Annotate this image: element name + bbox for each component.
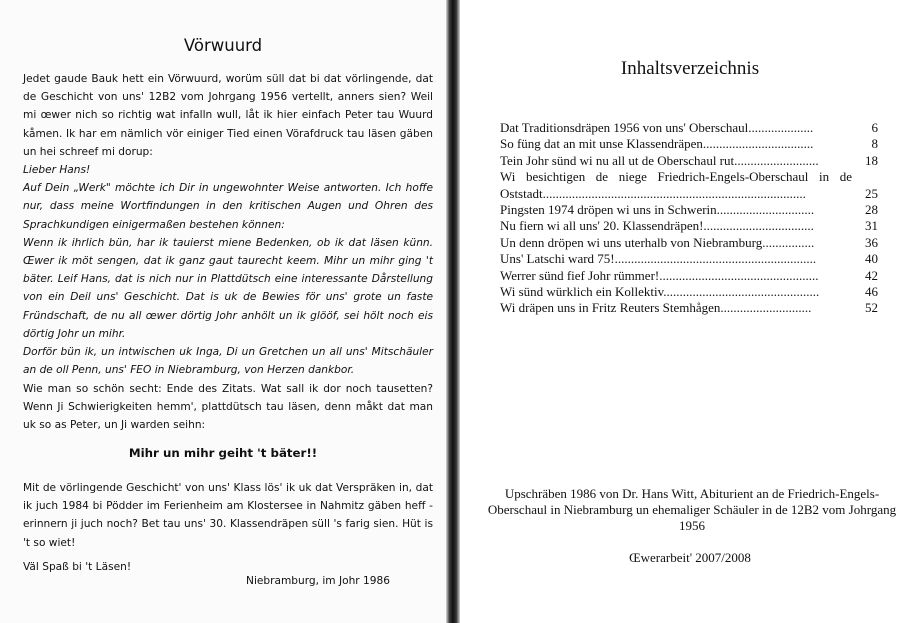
toc-entry (500, 120, 878, 136)
after-quote-paragraph: Wie man so schön secht: Ende des Zitats. Wat sall ik dor noch tausetten? Wenn Ji Schwierigkeiten hemm', plattdütsch tau läsen, denn måkt dat man uk so as Peter, un Ji warden seihn: (23, 383, 433, 432)
toc-entry-page: 8 (871, 136, 878, 152)
after-quote (23, 380, 433, 435)
toc-entry (500, 284, 878, 300)
toc-entry-page: 31 (865, 218, 878, 234)
toc-entry-page: 42 (865, 267, 878, 283)
toc-entry-page: 25 (865, 185, 878, 201)
toc-entry-title: Dat Traditionsdräpen 1956 von uns' Oberschaul.................... (500, 119, 814, 135)
toc-entry-title: Werrer sünd fief Johr rümmer!................................................. (500, 267, 819, 283)
toc-entry-title: Uns' Latschi ward 75!.............................................................. (500, 251, 817, 267)
intro-paragraph: Jedet gaude Bauk hett ein Vörwuurd, worüm süll dat bi dat vörlingende, dat de Geschicht von uns' 12B2 vom Johrgang 1956 vertellt, anners sien? Weil mi œwer nich so richtig wat infalln wull, låt ik hier einfach Peter tau Wuurd kåmen. Ik har em nämlich vör einiger Tied einen Vörafdruck tau läsen gäben un hei schreef mi dorup: (23, 73, 433, 158)
place-date: Niebramburg, im Johr 1986 (246, 575, 390, 587)
quoted-letter (23, 161, 433, 379)
toc-entry-page: 52 (865, 300, 878, 316)
toc-entry (500, 202, 878, 218)
book-gutter (446, 0, 460, 623)
toc-entry-title: Nu fiern wi all uns' 20. Klassendräpen!.................................. (500, 218, 814, 234)
closing-paragraph: Mit de vörlingende Geschicht' von uns' Klass lös' ik uk dat Verspräken in, dat ik juch 1984 bi Pödder im Ferienheim am Klostersee in Nahmitz gäben heff - erinnern ji juch noch? Bet tau uns' 30. Klassendräpen süll 's farig sien. Hüt is 't so wiet! (23, 482, 433, 549)
left-page (0, 0, 446, 623)
toc-entry-page: 28 (865, 201, 878, 217)
toc-entry (500, 136, 878, 152)
right-page (460, 0, 920, 623)
letter-paragraph-3: Dorför bün ik, un intwischen uk Inga, Di un Gretchen un all uns' Mitschäuler an de oll Penn, uns' FEO in Niebramburg, von Herzen dankbor. (23, 346, 433, 377)
toc-entry (500, 300, 878, 316)
toc-entry-title: Wi besichtigen de niege Friedrich-Engels-Oberschaul in de Oststadt................................................................................. (500, 169, 852, 201)
toc-entry (500, 268, 878, 284)
table-of-contents (500, 120, 878, 317)
toc-entry-title: Un denn dröpen wi uns uterhalb von Niebramburg................ (500, 234, 815, 250)
toc-entry (500, 235, 878, 251)
toc-entry-page: 40 (865, 251, 878, 267)
revision-note: Œwerarbeit' 2007/2008 (629, 550, 751, 565)
letter-salutation: Lieber Hans! (23, 164, 91, 176)
closing (23, 479, 433, 552)
toc-entry (500, 169, 878, 202)
toc-entry (500, 251, 878, 267)
toc-entry-title: Wi sünd würklich ein Kollektiv................................................ (500, 283, 820, 299)
foreword-intro (23, 70, 433, 161)
letter-paragraph-2: Wenn ik ihrlich bün, har ik tauierst miene Bedenken, ob ik dat läsen künn. Œwer ik möt sengen, dat ik ganz gaut taurecht keem. Mihr un mihr ging 't bäter. Leif Hans, dat is nich nur in Plattdütsch eine interessante Dårstellung von ein Deil uns' Geschicht. Dat is uk de Bewies för uns' grote un faste Fründschaft, de nu all œwer dörtig Johr anhölt un ik glööf, sei hölt noch eis dörtig Johr un mihr. (23, 236, 433, 340)
letter-paragraph-1: Auf Dein „Werk" möchte ich Dir in ungewohnter Weise antworten. Ich hoffe nur, dass meine Wortfindungen in den kritischen Augen und Ohren des Sprachkundigen einigermaßen bestehen können: (23, 182, 433, 231)
toc-entry (500, 153, 878, 169)
toc-entry (500, 218, 878, 234)
toc-title: Inhaltsverzeichnis (620, 58, 760, 79)
toc-entry-page: 36 (865, 234, 878, 250)
toc-entry-page: 6 (871, 119, 878, 135)
toc-entry-title: Tein Johr sünd wi nu all ut de Oberschaul rut.......................... (500, 152, 819, 168)
toc-entry-title: So füng dat an mit unse Klassendräpen.................................. (500, 136, 814, 152)
toc-entry-title: Wi dräpen uns in Fritz Reuters Stemhågen............................ (500, 300, 812, 316)
author-note: Upschräben 1986 von Dr. Hans Witt, Abiturient an de Friedrich-Engels-Oberschaul in Niebramburg un ehemaliger Schäuler in de 12B2 vom Johrgang 1956 (487, 486, 897, 533)
motto: Mihr un mihr geiht 't bäter!! (128, 446, 318, 460)
greeting: Väl Spaß bi 't Läsen! (23, 561, 132, 573)
foreword-title: Vörwuurd (183, 36, 263, 55)
toc-entry-page: 18 (865, 152, 878, 168)
toc-entry-page: 46 (865, 283, 878, 299)
toc-entry-title: Pingsten 1974 dröpen wi uns in Schwerin.............................. (500, 201, 815, 217)
